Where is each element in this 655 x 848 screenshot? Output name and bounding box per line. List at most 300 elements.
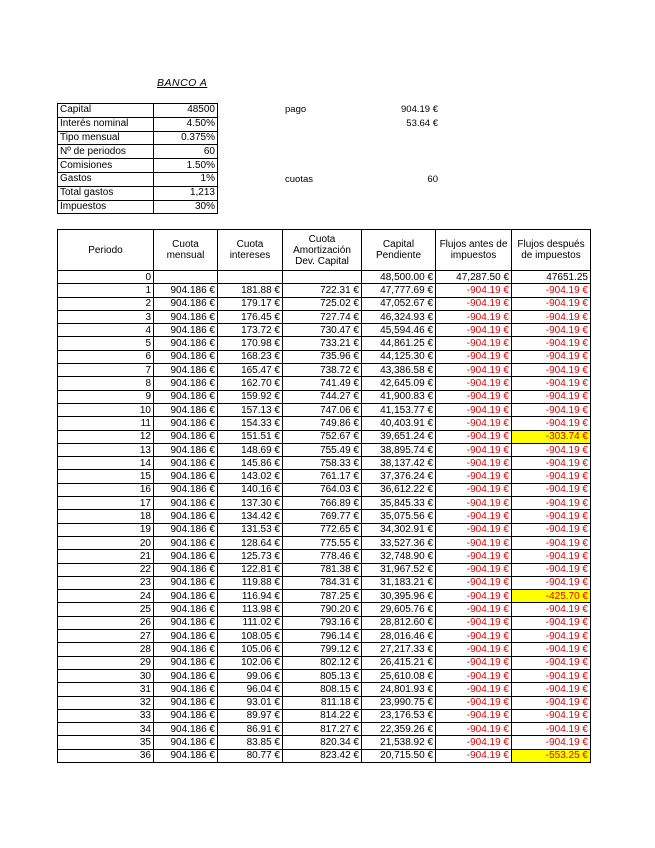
table-cell: 805.13 € xyxy=(283,669,362,682)
table-cell: -904.19 € xyxy=(512,603,591,616)
table-cell: -904.19 € xyxy=(436,656,512,669)
table-cell: -904.19 € xyxy=(512,576,591,589)
table-cell: 29,605.76 € xyxy=(362,603,436,616)
table-cell: -904.19 € xyxy=(436,483,512,496)
table-cell: 86.91 € xyxy=(218,723,283,736)
table-cell: -904.19 € xyxy=(436,683,512,696)
param-value: 48500 xyxy=(154,104,218,118)
table-cell: 131.53 € xyxy=(218,523,283,536)
table-cell: -553.25 € xyxy=(512,749,591,762)
table-cell: 904.186 € xyxy=(154,417,218,430)
table-row xyxy=(58,736,591,749)
table-cell: 904.186 € xyxy=(154,550,218,563)
table-cell: -904.19 € xyxy=(436,350,512,363)
table-cell: 904.186 € xyxy=(154,497,218,510)
table-cell: -904.19 € xyxy=(436,749,512,762)
table-cell: -904.19 € xyxy=(436,470,512,483)
table-cell: 811.18 € xyxy=(283,696,362,709)
bank-title: BANCO A xyxy=(157,77,208,89)
table-cell: 749.86 € xyxy=(283,417,362,430)
table-cell: 105.06 € xyxy=(218,643,283,656)
table-cell: 33,527.36 € xyxy=(362,536,436,549)
table-cell: 904.186 € xyxy=(154,590,218,603)
table-row xyxy=(58,443,591,456)
table-cell: 44,125.30 € xyxy=(362,350,436,363)
table-row xyxy=(58,590,591,603)
table-cell: 96.04 € xyxy=(218,683,283,696)
table-cell: 113.98 € xyxy=(218,603,283,616)
table-cell: 159.92 € xyxy=(218,390,283,403)
table-row xyxy=(58,350,591,363)
table-cell: 784.31 € xyxy=(283,576,362,589)
table-cell: 904.186 € xyxy=(154,523,218,536)
table-cell: 22,359.26 € xyxy=(362,723,436,736)
table-cell: 9 xyxy=(58,390,154,403)
table-cell: -904.19 € xyxy=(512,310,591,323)
table-cell: 28,016.46 € xyxy=(362,630,436,643)
table-cell: 80.77 € xyxy=(218,749,283,762)
table-cell: 20 xyxy=(58,536,154,549)
table-cell: 34,302.91 € xyxy=(362,523,436,536)
table-cell: 140.16 € xyxy=(218,483,283,496)
table-cell: 18 xyxy=(58,510,154,523)
table-cell: 727.74 € xyxy=(283,310,362,323)
table-cell xyxy=(218,271,283,284)
table-cell: -904.19 € xyxy=(436,443,512,456)
table-cell: 790.20 € xyxy=(283,603,362,616)
table-row xyxy=(58,390,591,403)
table-cell: 8 xyxy=(58,377,154,390)
column-header: Flujos después de impuestos xyxy=(512,230,591,271)
param-value: 0.375% xyxy=(154,131,218,145)
table-cell: -904.19 € xyxy=(436,417,512,430)
table-row xyxy=(58,430,591,443)
table-row xyxy=(58,470,591,483)
table-cell: -904.19 € xyxy=(512,350,591,363)
table-cell: -904.19 € xyxy=(512,643,591,656)
table-cell: 43,386.58 € xyxy=(362,364,436,377)
table-cell: 151.51 € xyxy=(218,430,283,443)
table-cell: -904.19 € xyxy=(512,497,591,510)
table-row xyxy=(58,683,591,696)
table-cell: 25 xyxy=(58,603,154,616)
table-cell: 28 xyxy=(58,643,154,656)
table-cell: 904.186 € xyxy=(154,630,218,643)
table-cell: -303.74 € xyxy=(512,430,591,443)
table-cell: 904.186 € xyxy=(154,364,218,377)
table-cell: 181.88 € xyxy=(218,284,283,297)
table-row xyxy=(58,457,591,470)
table-cell: 904.186 € xyxy=(154,284,218,297)
table-cell: -904.19 € xyxy=(436,364,512,377)
table-cell: 1 xyxy=(58,284,154,297)
table-cell: -904.19 € xyxy=(436,603,512,616)
table-cell: -904.19 € xyxy=(512,337,591,350)
table-cell: -904.19 € xyxy=(436,430,512,443)
table-cell: -904.19 € xyxy=(512,550,591,563)
table-cell: -904.19 € xyxy=(512,377,591,390)
table-cell: -904.19 € xyxy=(512,297,591,310)
table-row xyxy=(58,709,591,722)
table-cell: 93.01 € xyxy=(218,696,283,709)
table-row xyxy=(58,483,591,496)
table-cell: 904.186 € xyxy=(154,510,218,523)
table-cell: 179.17 € xyxy=(218,297,283,310)
table-cell: 25,610.08 € xyxy=(362,669,436,682)
table-cell: -904.19 € xyxy=(436,297,512,310)
table-cell: 904.186 € xyxy=(154,403,218,416)
table-cell: 111.02 € xyxy=(218,616,283,629)
table-cell: -904.19 € xyxy=(436,576,512,589)
table-cell: -904.19 € xyxy=(512,696,591,709)
table-cell: 30 xyxy=(58,669,154,682)
cuotas-label: cuotas xyxy=(285,174,313,185)
param-label: Gastos xyxy=(58,172,154,186)
table-cell: 162.70 € xyxy=(218,377,283,390)
table-cell: 21,538.92 € xyxy=(362,736,436,749)
table-cell: 904.186 € xyxy=(154,297,218,310)
table-row xyxy=(58,364,591,377)
table-cell: 769.77 € xyxy=(283,510,362,523)
table-cell: 40,403.91 € xyxy=(362,417,436,430)
table-cell: 41,153.77 € xyxy=(362,403,436,416)
table-cell: -904.19 € xyxy=(512,324,591,337)
table-cell: 31,967.52 € xyxy=(362,563,436,576)
table-cell: 3 xyxy=(58,310,154,323)
table-cell: 134.42 € xyxy=(218,510,283,523)
table-cell: 820.34 € xyxy=(283,736,362,749)
table-cell: 17 xyxy=(58,497,154,510)
table-cell: 35,075.56 € xyxy=(362,510,436,523)
table-cell: 102.06 € xyxy=(218,656,283,669)
table-cell: 83.85 € xyxy=(218,736,283,749)
table-row xyxy=(58,749,591,762)
pago-label: pago xyxy=(285,104,307,115)
amortization-table xyxy=(57,229,591,763)
table-cell: 145.86 € xyxy=(218,457,283,470)
table-cell: 747.06 € xyxy=(283,403,362,416)
table-cell: 22 xyxy=(58,563,154,576)
table-cell: 128.64 € xyxy=(218,536,283,549)
table-cell: 31 xyxy=(58,683,154,696)
table-cell: 28,812.60 € xyxy=(362,616,436,629)
table-cell: 772.65 € xyxy=(283,523,362,536)
table-cell: 778.46 € xyxy=(283,550,362,563)
table-row xyxy=(58,723,591,736)
param-value: 4.50% xyxy=(154,117,218,131)
table-cell: 904.186 € xyxy=(154,563,218,576)
table-cell: 27 xyxy=(58,630,154,643)
table-cell: -904.19 € xyxy=(436,284,512,297)
column-header: Cuota intereses xyxy=(218,230,283,271)
table-cell: -904.19 € xyxy=(512,523,591,536)
table-cell: 15 xyxy=(58,470,154,483)
table-cell: 904.186 € xyxy=(154,669,218,682)
table-cell: -904.19 € xyxy=(512,510,591,523)
table-cell: 137.30 € xyxy=(218,497,283,510)
table-cell: 41,900.83 € xyxy=(362,390,436,403)
table-cell: 27,217.33 € xyxy=(362,643,436,656)
table-cell: 34 xyxy=(58,723,154,736)
table-cell: -904.19 € xyxy=(512,284,591,297)
table-cell: 904.186 € xyxy=(154,430,218,443)
table-cell: -904.19 € xyxy=(436,736,512,749)
table-cell: 722.31 € xyxy=(283,284,362,297)
table-row xyxy=(58,603,591,616)
table-cell: -904.19 € xyxy=(512,630,591,643)
table-cell: 46,324.93 € xyxy=(362,310,436,323)
table-cell: 48,500.00 € xyxy=(362,271,436,284)
table-cell: -904.19 € xyxy=(512,616,591,629)
extra-value: 53.64 € xyxy=(406,118,438,129)
table-cell: 814.22 € xyxy=(283,709,362,722)
table-cell: 24,801.93 € xyxy=(362,683,436,696)
table-cell: 775.55 € xyxy=(283,536,362,549)
table-cell: -904.19 € xyxy=(512,709,591,722)
table-cell: 38,895.74 € xyxy=(362,443,436,456)
param-label: Comisiones xyxy=(58,159,154,173)
table-cell: 799.12 € xyxy=(283,643,362,656)
table-row xyxy=(58,297,591,310)
table-cell: 13 xyxy=(58,443,154,456)
param-row xyxy=(58,159,218,173)
table-cell: 904.186 € xyxy=(154,723,218,736)
table-row xyxy=(58,523,591,536)
table-cell: 29 xyxy=(58,656,154,669)
table-cell: 904.186 € xyxy=(154,390,218,403)
table-cell: -904.19 € xyxy=(436,324,512,337)
table-cell: -904.19 € xyxy=(512,683,591,696)
table-cell: -904.19 € xyxy=(436,669,512,682)
param-label: Total gastos xyxy=(58,186,154,200)
table-cell: 823.42 € xyxy=(283,749,362,762)
table-cell: 10 xyxy=(58,403,154,416)
table-cell: 904.186 € xyxy=(154,683,218,696)
table-row xyxy=(58,669,591,682)
param-value: 1% xyxy=(154,172,218,186)
table-cell: -904.19 € xyxy=(436,563,512,576)
table-cell: -904.19 € xyxy=(436,590,512,603)
table-cell: 125.73 € xyxy=(218,550,283,563)
table-cell: -904.19 € xyxy=(436,709,512,722)
table-row xyxy=(58,310,591,323)
table-cell: 755.49 € xyxy=(283,443,362,456)
table-cell: 14 xyxy=(58,457,154,470)
param-row xyxy=(58,117,218,131)
table-cell: 11 xyxy=(58,417,154,430)
table-row xyxy=(58,656,591,669)
table-cell: 32 xyxy=(58,696,154,709)
table-cell: -904.19 € xyxy=(436,310,512,323)
table-cell: -904.19 € xyxy=(512,536,591,549)
table-row xyxy=(58,271,591,284)
param-label: Interés nominal xyxy=(58,117,154,131)
table-cell: -904.19 € xyxy=(436,536,512,549)
table-cell: 904.186 € xyxy=(154,337,218,350)
table-cell: 19 xyxy=(58,523,154,536)
table-cell: 730.47 € xyxy=(283,324,362,337)
param-row xyxy=(58,145,218,159)
table-cell: 30,395.96 € xyxy=(362,590,436,603)
table-cell: 16 xyxy=(58,483,154,496)
table-row xyxy=(58,616,591,629)
table-cell: 23 xyxy=(58,576,154,589)
table-cell: 122.81 € xyxy=(218,563,283,576)
table-cell: 24 xyxy=(58,590,154,603)
table-row xyxy=(58,630,591,643)
param-row xyxy=(58,104,218,118)
table-cell: -904.19 € xyxy=(436,550,512,563)
table-cell: 23,990.75 € xyxy=(362,696,436,709)
param-label: Impuestos xyxy=(58,200,154,214)
parameters-table xyxy=(57,103,218,214)
param-row xyxy=(58,186,218,200)
table-cell: 904.186 € xyxy=(154,656,218,669)
table-cell: 47651.25 xyxy=(512,271,591,284)
table-cell: 39,651.24 € xyxy=(362,430,436,443)
column-header: Cuota Amortización Dev. Capital xyxy=(283,230,362,271)
table-cell: 26,415.21 € xyxy=(362,656,436,669)
table-cell: 6 xyxy=(58,350,154,363)
table-cell: 154.33 € xyxy=(218,417,283,430)
table-cell: 904.186 € xyxy=(154,709,218,722)
table-cell: 744.27 € xyxy=(283,390,362,403)
table-cell: 157.13 € xyxy=(218,403,283,416)
table-cell: 36 xyxy=(58,749,154,762)
param-value: 1,213 xyxy=(154,186,218,200)
param-row xyxy=(58,131,218,145)
table-cell: 20,715.50 € xyxy=(362,749,436,762)
table-cell: 89.97 € xyxy=(218,709,283,722)
table-cell: 2 xyxy=(58,297,154,310)
param-label: Tipo mensual xyxy=(58,131,154,145)
table-row xyxy=(58,563,591,576)
table-cell: 26 xyxy=(58,616,154,629)
table-cell: 0 xyxy=(58,271,154,284)
table-cell: -425.70 € xyxy=(512,590,591,603)
table-row xyxy=(58,337,591,350)
table-row xyxy=(58,696,591,709)
table-cell: 904.186 € xyxy=(154,470,218,483)
table-cell: -904.19 € xyxy=(512,736,591,749)
table-cell: 733.21 € xyxy=(283,337,362,350)
table-cell: -904.19 € xyxy=(436,377,512,390)
table-cell: 787.25 € xyxy=(283,590,362,603)
table-row xyxy=(58,643,591,656)
table-cell: 758.33 € xyxy=(283,457,362,470)
param-row xyxy=(58,200,218,214)
table-row xyxy=(58,403,591,416)
table-cell: 143.02 € xyxy=(218,470,283,483)
table-row xyxy=(58,417,591,430)
table-cell: -904.19 € xyxy=(436,497,512,510)
table-cell: 173.72 € xyxy=(218,324,283,337)
table-row xyxy=(58,510,591,523)
table-cell: -904.19 € xyxy=(436,403,512,416)
table-cell: 148.69 € xyxy=(218,443,283,456)
table-cell: 47,052.67 € xyxy=(362,297,436,310)
table-row xyxy=(58,536,591,549)
table-cell: 817.27 € xyxy=(283,723,362,736)
table-cell: 35 xyxy=(58,736,154,749)
table-cell: 7 xyxy=(58,364,154,377)
table-cell: -904.19 € xyxy=(512,417,591,430)
param-value: 30% xyxy=(154,200,218,214)
table-cell: 904.186 € xyxy=(154,377,218,390)
table-cell: 738.72 € xyxy=(283,364,362,377)
table-cell: -904.19 € xyxy=(512,403,591,416)
column-header: Capital Pendiente xyxy=(362,230,436,271)
table-cell: 176.45 € xyxy=(218,310,283,323)
table-cell: 47,777.69 € xyxy=(362,284,436,297)
table-cell: -904.19 € xyxy=(512,723,591,736)
table-cell: -904.19 € xyxy=(512,390,591,403)
table-cell: 904.186 € xyxy=(154,483,218,496)
table-cell: -904.19 € xyxy=(512,443,591,456)
table-cell: -904.19 € xyxy=(436,696,512,709)
table-row xyxy=(58,550,591,563)
table-cell: 21 xyxy=(58,550,154,563)
table-row xyxy=(58,324,591,337)
table-cell: 5 xyxy=(58,337,154,350)
table-cell: 38,137.42 € xyxy=(362,457,436,470)
table-cell: 741.49 € xyxy=(283,377,362,390)
table-cell: 37,376.24 € xyxy=(362,470,436,483)
table-cell: 752.67 € xyxy=(283,430,362,443)
table-cell: 4 xyxy=(58,324,154,337)
table-row xyxy=(58,576,591,589)
table-cell: -904.19 € xyxy=(436,523,512,536)
table-cell: 725.02 € xyxy=(283,297,362,310)
table-cell: -904.19 € xyxy=(436,643,512,656)
param-label: Capital xyxy=(58,104,154,118)
table-cell: 904.186 € xyxy=(154,643,218,656)
cuotas-value: 60 xyxy=(427,174,438,185)
table-cell: 44,861.25 € xyxy=(362,337,436,350)
table-row xyxy=(58,284,591,297)
table-cell: 904.186 € xyxy=(154,350,218,363)
column-header: Flujos antes de impuestos xyxy=(436,230,512,271)
table-cell: -904.19 € xyxy=(436,630,512,643)
table-cell: -904.19 € xyxy=(512,669,591,682)
table-cell: -904.19 € xyxy=(436,457,512,470)
table-cell: -904.19 € xyxy=(436,616,512,629)
table-cell: 781.38 € xyxy=(283,563,362,576)
table-cell: -904.19 € xyxy=(512,483,591,496)
table-cell: 119.88 € xyxy=(218,576,283,589)
table-cell: 904.186 € xyxy=(154,457,218,470)
table-cell: 764.03 € xyxy=(283,483,362,496)
table-cell xyxy=(283,271,362,284)
table-cell: 802.12 € xyxy=(283,656,362,669)
table-cell: 793.16 € xyxy=(283,616,362,629)
table-cell: -904.19 € xyxy=(436,390,512,403)
table-cell: -904.19 € xyxy=(512,364,591,377)
table-cell: 904.186 € xyxy=(154,324,218,337)
table-cell: 99.06 € xyxy=(218,669,283,682)
column-header: Cuota mensual xyxy=(154,230,218,271)
table-cell: 116.94 € xyxy=(218,590,283,603)
table-cell: 23,176.53 € xyxy=(362,709,436,722)
table-cell: 31,183.21 € xyxy=(362,576,436,589)
table-cell: -904.19 € xyxy=(512,656,591,669)
table-cell: 45,594.46 € xyxy=(362,324,436,337)
table-cell: 904.186 € xyxy=(154,616,218,629)
param-value: 1.50% xyxy=(154,159,218,173)
table-cell: 42,645.09 € xyxy=(362,377,436,390)
table-cell: 735.96 € xyxy=(283,350,362,363)
table-cell: 904.186 € xyxy=(154,536,218,549)
